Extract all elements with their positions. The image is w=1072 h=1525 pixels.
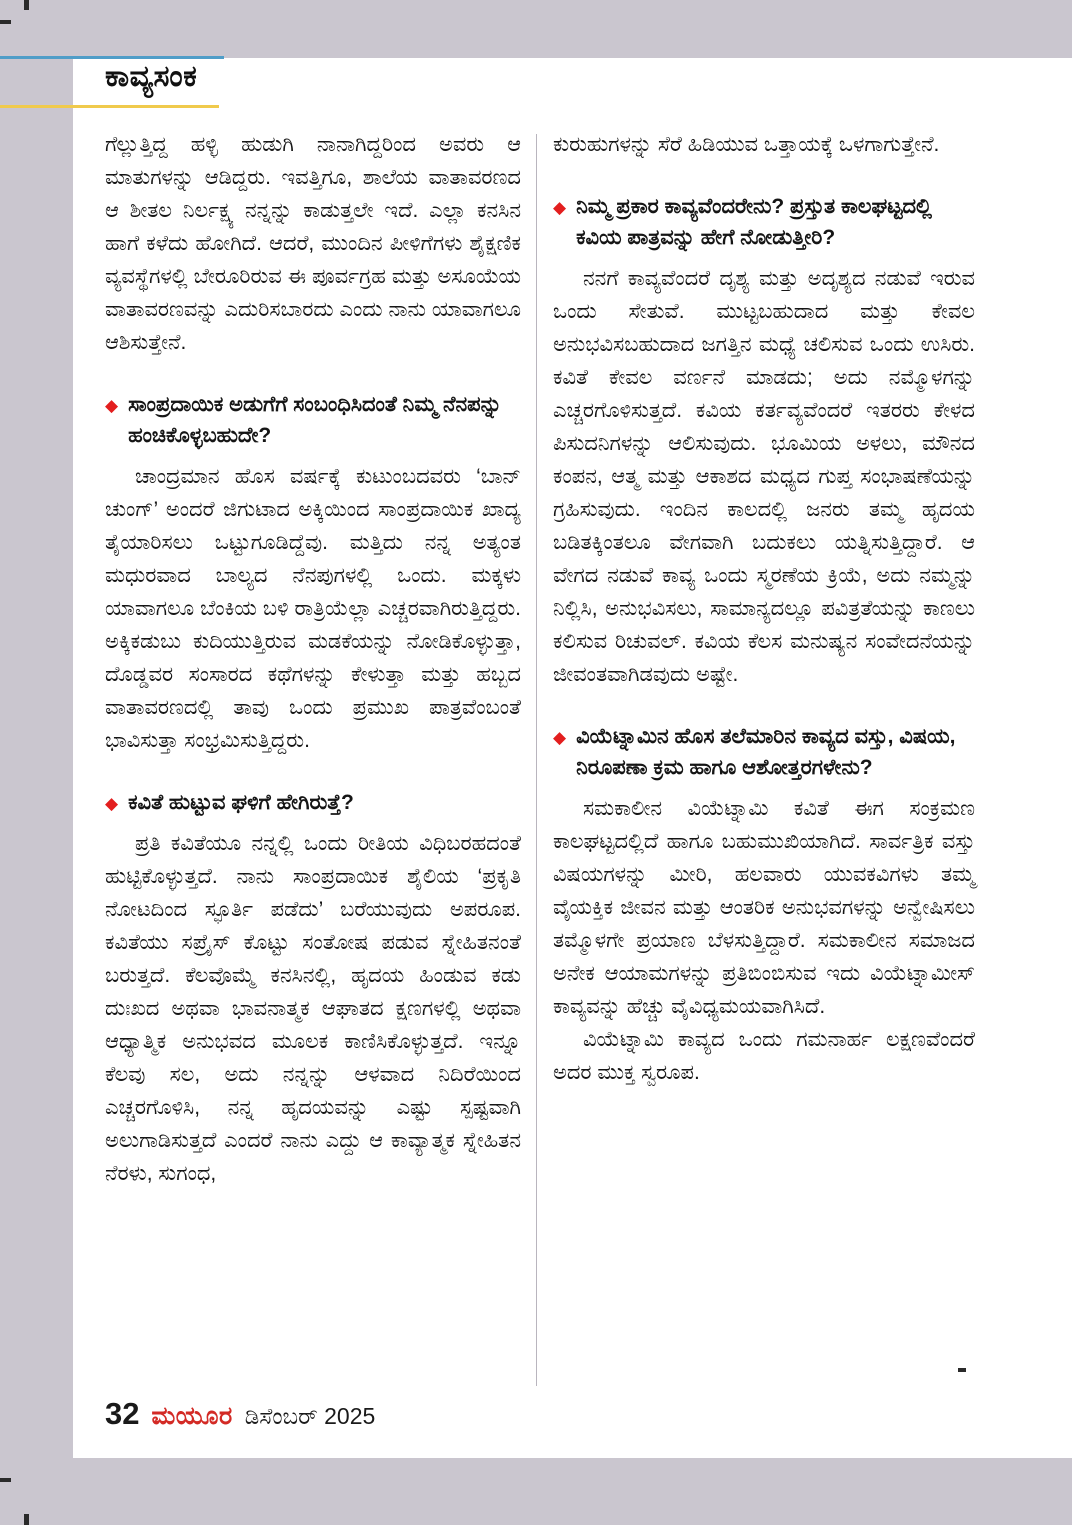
page-margin-top [0,0,1072,58]
question-heading [553,721,975,783]
diamond-bullet-icon: ◆ [553,198,567,217]
paragraph: ಪ್ರತಿ ಕವಿತೆಯೂ ನನ್ನಲ್ಲಿ ಒಂದು ರೀತಿಯ ವಿಧಿಬರಹದಂತೆ ಹುಟ್ಟಿಕೊಳ್ಳುತ್ತದೆ. ನಾನು ಸಾಂಪ್ರದಾಯಿಕ ಶೈಲಿಯ ‘ಪ್ರಕೃತಿ ನೋಟದಿಂದ ಸ್ಫೂರ್ತಿ ಪಡೆದು’ ಬರೆಯುವುದು ಅಪರೂಪ. ಕವಿತೆಯು ಸಪ್ರೈಸ್ ಕೊಟ್ಟು ಸಂತೋಷ ಪಡುವ ಸ್ನೇಹಿತನಂತೆ ಬರುತ್ತದೆ. ಕೆಲವೊಮ್ಮೆ ಕನಸಿನಲ್ಲಿ, ಹೃದಯ ಹಿಂಡುವ ಕಡು ದುಃಖದ ಅಥವಾ ಭಾವನಾತ್ಮಕ ಆಘಾತದ ಕ್ಷಣಗಳಲ್ಲಿ ಅಥವಾ ಆಧ್ಯಾತ್ಮಿಕ ಅನುಭವದ ಮೂಲಕ ಕಾಣಿಸಿಕೊಳ್ಳುತ್ತದೆ. ಇನ್ನೂ ಕೆಲವು ಸಲ, ಅದು ನನ್ನನ್ನು ಆಳವಾದ ನಿದಿರೆಯಿಂದ ಎಚ್ಚರಗೊಳಿಸಿ, ನನ್ನ ಹೃದಯವನ್ನು ಎಷ್ಟು ಸ್ಪಷ್ಟವಾಗಿ ಅಲುಗಾಡಿಸುತ್ತದೆ ಎಂದರೆ ನಾನು ಎದ್ದು ಆ ಕಾವ್ಯಾತ್ಮಕ ಸ್ನೇಹಿತನ ನೆರಳು, ಸುಗಂಧ, [105,832,521,1185]
page-number: 32 [105,1396,140,1431]
diamond-bullet-icon: ◆ [105,396,119,415]
crop-mark-icon [958,1368,966,1372]
page-margin-left [0,58,73,1458]
paragraph: ಚಾಂದ್ರಮಾನ ಹೊಸ ವರ್ಷಕ್ಕೆ ಕುಟುಂಬದವರು ‘ಬಾನ್ ಚುಂಗ್’ ಅಂದರೆ ಜಿಗುಟಾದ ಅಕ್ಕಿಯಿಂದ ಸಾಂಪ್ರದಾಯಿಕ ಖಾದ್ಯ ತೈಯಾರಿಸಲು ಒಟ್ಟುಗೂಡಿದ್ದೆವು. ಮತ್ತಿದು ನನ್ನ ಅತ್ಯಂತ ಮಧುರವಾದ ಬಾಲ್ಯದ ನೆನಪುಗಳಲ್ಲಿ ಒಂದು. ಮಕ್ಕಳು ಯಾವಾಗಲೂ ಬೆಂಕಿಯ ಬಳಿ ರಾತ್ರಿಯೆಲ್ಲಾ ಎಚ್ಚರವಾಗಿರುತ್ತಿದ್ದರು. ಅಕ್ಕಿಕಡುಬು ಕುದಿಯುತ್ತಿರುವ ಮಡಕೆಯನ್ನು ನೋಡಿಕೊಳ್ಳುತ್ತಾ, ದೊಡ್ಡವರ ಸಂಸಾರದ ಕಥೆಗಳನ್ನು ಕೇಳುತ್ತಾ ಮತ್ತು ಹಬ್ಬದ ವಾತಾವರಣದಲ್ಲಿ ತಾವು ಒಂದು ಪ್ರಮುಖ ಪಾತ್ರವೆಂಬಂತೆ ಭಾವಿಸುತ್ತಾ ಸಂಭ್ರಮಿಸುತ್ತಿದ್ದರು. [105,465,521,752]
section-title: ಕಾವ್ಯಸಂಕ [105,60,198,93]
page-footer [105,1396,375,1432]
header-rule-yellow [0,105,219,108]
question-heading [553,191,975,253]
issue-date: ಡಿಸೆಂಬರ್ 2025 [244,1403,376,1429]
question-heading [105,787,521,818]
crop-mark-icon [24,1514,29,1525]
diamond-bullet-icon: ◆ [105,794,119,813]
question-text: ನಿಮ್ಮ ಪ್ರಕಾರ ಕಾವ್ಯವೆಂದರೇನು? ಪ್ರಸ್ತುತ ಕಾಲಘಟ್ಟದಲ್ಲಿ ಕವಿಯ ಪಾತ್ರವನ್ನು ಹೇಗೆ ನೋಡುತ್ತೀರಿ? [576,195,932,249]
magazine-logo: ಮಯೂರ [151,1402,233,1430]
text-column-left [105,128,521,1190]
crop-mark-icon [24,0,29,10]
question-text: ಸಾಂಪ್ರದಾಯಿಕ ಅಡುಗೆಗೆ ಸಂಬಂಧಿಸಿದಂತೆ ನಿಮ್ಮ ನೆನಪನ್ನು ಹಂಚಿಕೊಳ್ಳಬಹುದೇ? [128,393,502,447]
paragraph: ನನಗೆ ಕಾವ್ಯವೆಂದರೆ ದೃಶ್ಯ ಮತ್ತು ಅದೃಶ್ಯದ ನಡುವೆ ಇರುವ ಒಂದು ಸೇತುವೆ. ಮುಟ್ಟಬಹುದಾದ ಮತ್ತು ಕೇವಲ ಅನುಭವಿಸಬಹುದಾದ ಜಗತ್ತಿನ ಮಧ್ಯೆ ಚಲಿಸುವ ಒಂದು ಉಸಿರು. ಕವಿತೆ ಕೇವಲ ವರ್ಣನೆ ಮಾಡದು; ಅದು ನಮ್ಮೊಳಗನ್ನು ಎಚ್ಚರಗೊಳಿಸುತ್ತದೆ. ಕವಿಯ ಕರ್ತವ್ಯವೆಂದರೆ ಇತರರು ಕೇಳದ ಪಿಸುದನಿಗಳನ್ನು ಆಲಿಸುವುದು. ಭೂಮಿಯ ಅಳಲು, ಮೌನದ ಕಂಪನ, ಆತ್ಮ ಮತ್ತು ಆಕಾಶದ ಮಧ್ಯದ ಗುಪ್ತ ಸಂಭಾಷಣೆಯನ್ನು ಗ್ರಹಿಸುವುದು. ಇಂದಿನ ಕಾಲದಲ್ಲಿ ಜನರು ತಮ್ಮ ಹೃದಯ ಬಡಿತಕ್ಕಿಂತಲೂ ವೇಗವಾಗಿ ಬದುಕಲು ಯತ್ನಿಸುತ್ತಿದ್ದಾರೆ. ಆ ವೇಗದ ನಡುವೆ ಕಾವ್ಯ ಒಂದು ಸ್ಮರಣೆಯ ಕ್ರಿಯೆ, ಅದು ನಮ್ಮನ್ನು ನಿಲ್ಲಿಸಿ, ಅನುಭವಿಸಲು, ಸಾಮಾನ್ಯದಲ್ಲೂ ಪವಿತ್ರತೆಯನ್ನು ಕಾಣಲು ಕಲಿಸುವ ರಿಚುವಲ್. ಕವಿಯ ಕೆಲಸ ಮನುಷ್ಯನ ಸಂವೇದನೆಯನ್ನು ಜೀವಂತವಾಗಿಡವುದು ಅಷ್ಟೇ. [553,267,975,686]
text-column-right [553,128,975,1089]
paragraph: ಸಮಕಾಲೀನ ವಿಯೆಟ್ನಾಮಿ ಕವಿತೆ ಈಗ ಸಂಕ್ರಮಣ ಕಾಲಘಟ್ಟದಲ್ಲಿದೆ ಹಾಗೂ ಬಹುಮುಖಿಯಾಗಿದೆ. ಸಾರ್ವತ್ರಿಕ ವಸ್ತು ವಿಷಯಗಳನ್ನು ಮೀರಿ, ಹಲವಾರು ಯುವಕವಿಗಳು ತಮ್ಮ ವೈಯಕ್ತಿಕ ಜೀವನ ಮತ್ತು ಆಂತರಿಕ ಅನುಭವಗಳನ್ನು ಅನ್ವೇಷಿಸಲು ತಮ್ಮೊಳಗೇ ಪ್ರಯಾಣ ಬೆಳಸುತ್ತಿದ್ದಾರೆ. ಸಮಕಾಲೀನ ಸಮಾಜದ ಅನೇಕ ಆಯಾಮಗಳನ್ನು ಪ್ರತಿಬಿಂಬಿಸುವ ಇದು ವಿಯೆಟ್ನಾಮೀಸ್ ಕಾವ್ಯವನ್ನು ಹೆಚ್ಚು ವೈವಿಧ್ಯಮಯವಾಗಿಸಿದೆ. [553,797,975,1018]
diamond-bullet-icon: ◆ [553,728,567,747]
page-margin-bottom [0,1458,1072,1525]
column-divider [536,134,537,1386]
question-heading [105,389,521,451]
paragraph: ವಿಯೆಟ್ನಾಮಿ ಕಾವ್ಯದ ಒಂದು ಗಮನಾರ್ಹ ಲಕ್ಷಣವೆಂದರೆ ಅದರ ಮುಕ್ತ ಸ್ವರೂಪ. [553,1028,975,1084]
header-rule-blue [0,56,224,59]
question-text: ವಿಯೆಟ್ನಾಮಿನ ಹೊಸ ತಲೆಮಾರಿನ ಕಾವ್ಯದ ವಸ್ತು, ವಿಷಯ, ನಿರೂಪಣಾ ಕ್ರಮ ಹಾಗೂ ಆಶೋತ್ತರಗಳೇನು? [576,725,956,779]
crop-mark-icon [0,20,11,24]
question-text: ಕವಿತೆ ಹುಟ್ಟುವ ಘಳಿಗೆ ಹೇಗಿರುತ್ತೆ? [128,791,354,814]
paragraph: ಗೆಲ್ಲುತ್ತಿದ್ದ ಹಳ್ಳಿ ಹುಡುಗಿ ನಾನಾಗಿದ್ದರಿಂದ ಅವರು ಆ ಮಾತುಗಳನ್ನು ಆಡಿದ್ದರು. ಇವತ್ತಿಗೂ, ಶಾಲೆಯ ವಾತಾವರಣದ ಆ ಶೀತಲ ನಿರ್ಲಕ್ಷ್ಯ ನನ್ನನ್ನು ಕಾಡುತ್ತಲೇ ಇದೆ. ಎಲ್ಲಾ ಕನಸಿನ ಹಾಗೆ ಕಳೆದು ಹೋಗಿದೆ. ಆದರೆ, ಮುಂದಿನ ಪೀಳಿಗೆಗಳು ಶೈಕ್ಷಣಿಕ ವ್ಯವಸ್ಥೆಗಳಲ್ಲಿ ಬೇರೂರಿರುವ ಈ ಪೂರ್ವಗ್ರಹ ಮತ್ತು ಅಸೂಯೆಯ ವಾತಾವರಣವನ್ನು ಎದುರಿಸಬಾರದು ಎಂದು ನಾನು ಯಾವಾಗಲೂ ಆಶಿಸುತ್ತೇನೆ. [105,133,521,354]
crop-mark-icon [0,1478,11,1482]
paragraph: ಕುರುಹುಗಳನ್ನು ಸೆರೆ ಹಿಡಿಯುವ ಒತ್ತಾಯಕ್ಕೆ ಒಳಗಾಗುತ್ತೇನೆ. [553,133,940,156]
